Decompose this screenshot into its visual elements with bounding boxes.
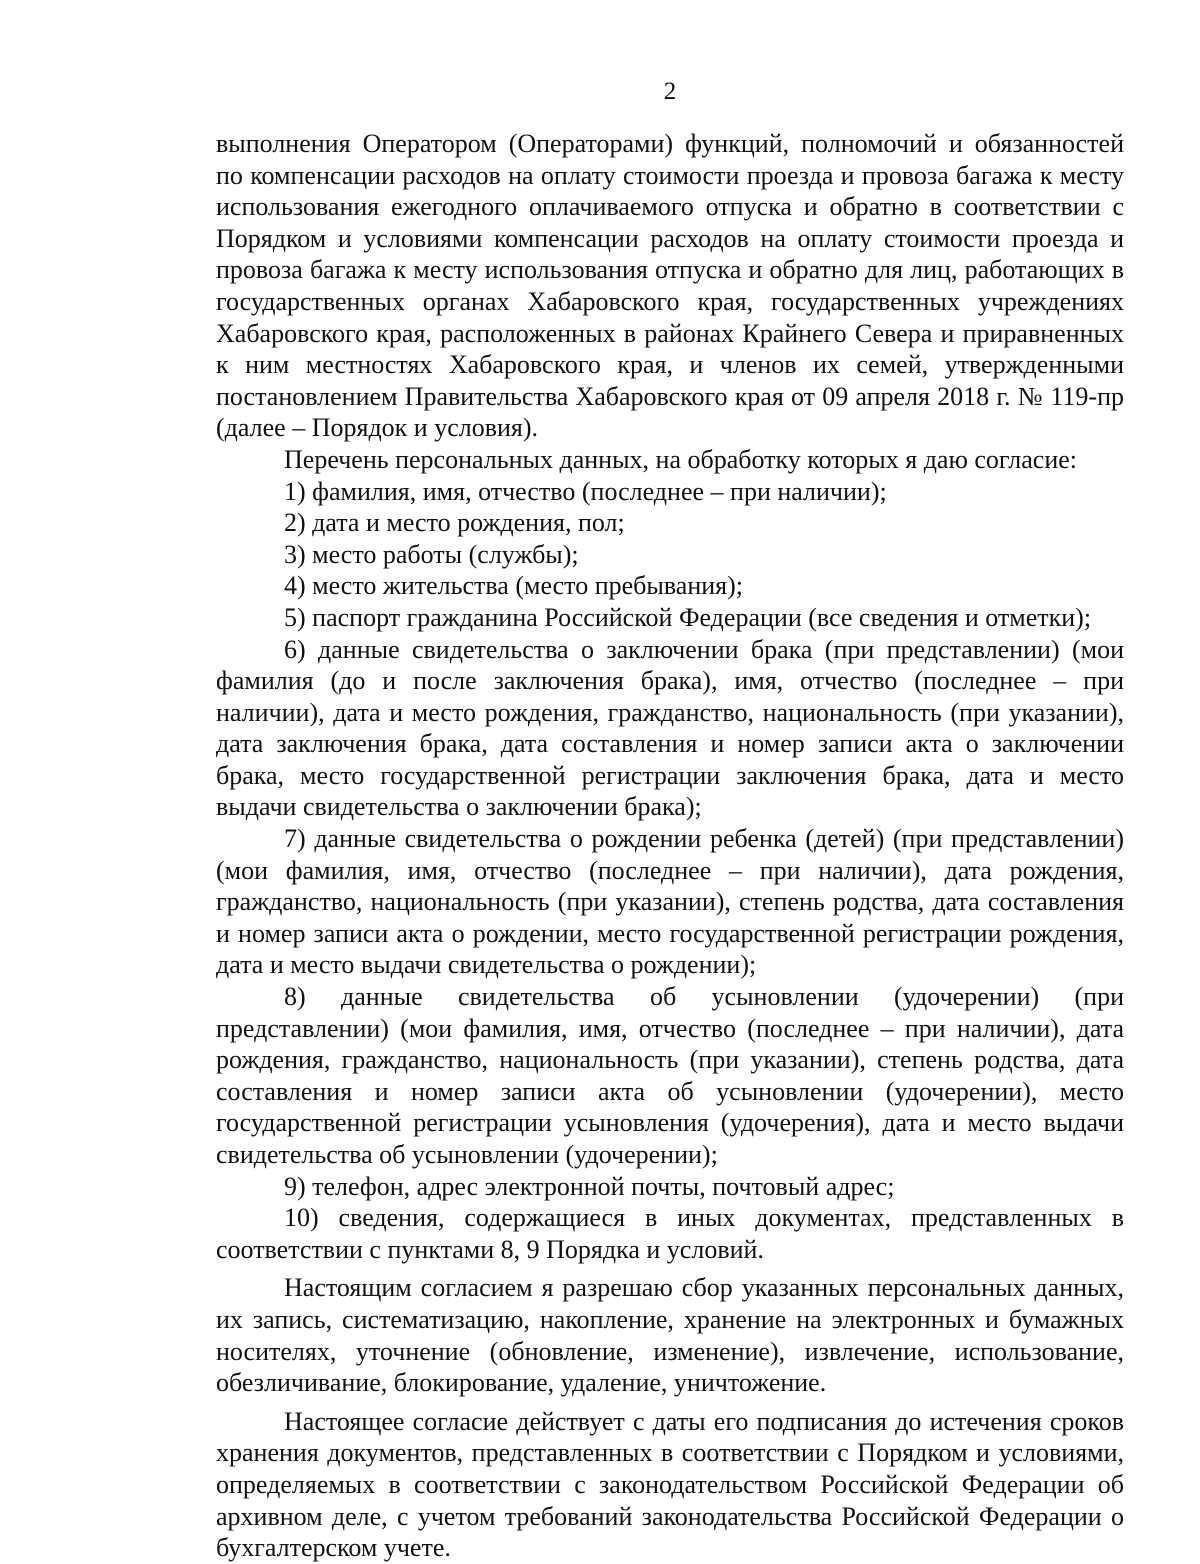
document-body: [216, 128, 1124, 1564]
list-item-adoption-certificate: 8) данные свидетельства об усыновлении (удочерении) (при представлении) (мои фамилия, имя, отчество (последнее – при наличии), дата рождения, гражданство, национальность (при указании), степень родства, дата составления и номер записи акта об усыновлении (удочерении), место государственной регистрации усыновления (удочерения), дата и место выдачи свидетельства об усыновлении (удочерении);: [216, 982, 1124, 1169]
list-item-passport: 5) паспорт гражданина Российской Федерации (все сведения и отметки);: [284, 602, 1092, 632]
paragraph-consent-validity: Настоящее согласие действует с даты его подписания до истечения сроков хранения документов, представленных в соответствии с Порядком и условиями, определяемых в соответствии с законодательством Российской Федерации об архивном деле, с учетом требований законодательства Российской Федерации о бухгалтерском учете.: [216, 1406, 1124, 1563]
paragraph-operator-functions: выполнения Оператором (Операторами) функций, полномочий и обязанностей по компенсации расходов на оплату стоимости проезда и провоза багажа к месту использования ежегодного оплачиваемого отпуска и обратно в соответствии с Порядком и условиями компенсации расходов на оплату стоимости проезда и провоза багажа к месту использования отпуска и обратно для лиц, работающих в государственных органах Хабаровского края, государственных учреждениях Хабаровского края, расположенных в районах Крайнего Севера и приравненных к ним местностях Хабаровского края, и членов их семей, утвержденными постановлением Правительства Хабаровского края от 09 апреля 2018 г. № 119-пр (далее – Порядок и условия).: [216, 129, 1124, 443]
list-item-workplace: 3) место работы (службы);: [284, 539, 579, 569]
paragraph-consent-scope: Настоящим согласием я разрешаю сбор указанных персональных данных, их запись, систематизацию, накопление, хранение на электронных и бумажных носителях, уточнение (обновление, изменение), извлечение, использование, обезличивание, блокирование, удаление, уничтожение.: [216, 1273, 1124, 1398]
page-number: 2: [663, 78, 677, 105]
list-item-contacts: 9) телефон, адрес электронной почты, почтовый адрес;: [284, 1171, 895, 1201]
list-item-marriage-certificate: 6) данные свидетельства о заключении брака (при представлении) (мои фамилия (до и после заключения брака), имя, отчество (последнее – при наличии), дата и место рождения, гражданство, национальность (при указании), дата заключения брака, дата составления и номер записи акта о заключении брака, место государственной регистрации заключения брака, дата и место выдачи свидетельства о заключении брака);: [216, 634, 1124, 822]
list-item-full-name: 1) фамилия, имя, отчество (последнее – при наличии);: [284, 476, 887, 506]
list-item-birth-certificate: 7) данные свидетельства о рождении ребенка (детей) (при представлении) (мои фамилия, имя, отчество (последнее – при наличии), дата рождения, гражданство, национальность (при указании), степень родства, дата составления и номер записи акта о рождении, место государственной регистрации рождения, дата и место выдачи свидетельства о рождении);: [216, 824, 1124, 980]
paragraph-data-list-intro: Перечень персональных данных, на обработку которых я даю согласие:: [284, 444, 1078, 474]
list-item-residence: 4) место жительства (место пребывания);: [284, 571, 743, 601]
list-item-birth-date: 2) дата и место рождения, пол;: [284, 508, 625, 538]
list-item-other-documents: 10) сведения, содержащиеся в иных документах, представленных в соответствии с пунктами 8, 9 Порядка и условий.: [216, 1203, 1124, 1264]
